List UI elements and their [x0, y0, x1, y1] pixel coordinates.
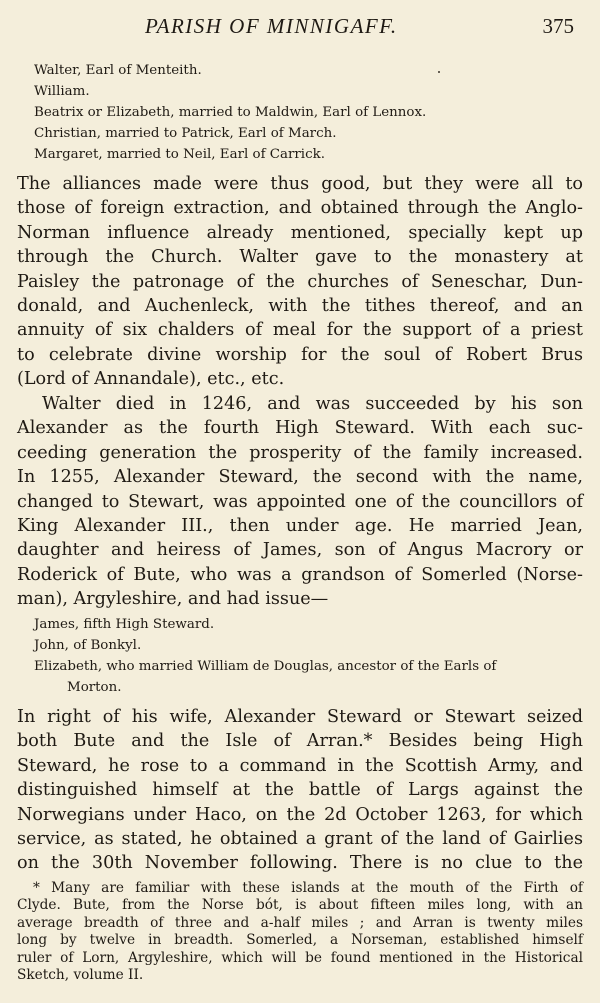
text-line: Alexander as the fourth High Steward. With each suc- [17, 418, 583, 439]
list-item: James, fifth High Steward. [34, 617, 215, 632]
text-line: ceeding generation the prosperity of the family increased. [17, 442, 583, 463]
paragraph-bute-arran [17, 705, 583, 876]
text-line: both Bute and the Isle of Arran.* Besides being High [17, 731, 583, 752]
footnote-line: * Many are familiar with these islands at the mouth of the Firth of [33, 880, 583, 896]
text-line: through the Church. Walter gave to the monastery at [17, 247, 583, 268]
text-line: service, as stated, he obtained a grant of the land of Gairlies [17, 829, 583, 850]
footnote [17, 880, 583, 984]
running-title: PARISH OF MINNIGAFF. [145, 14, 398, 38]
text-line: In right of his wife, Alexander Steward or Stewart seized [17, 707, 583, 727]
list-item-continuation: Morton. [67, 680, 122, 695]
paragraph-alliances [17, 172, 583, 392]
list-item: Walter, Earl of Menteith. [34, 63, 202, 78]
children-list-alexander [34, 614, 496, 698]
paragraph-walter-died [17, 392, 583, 612]
text-line: Walter died in 1246, and was succeeded by his son [42, 394, 583, 414]
text-line: donald, and Auchenleck, with the tithes thereof, and an [17, 296, 583, 317]
text-line: those of foreign extraction, and obtained through the Anglo- [17, 198, 583, 219]
list-item: Beatrix or Elizabeth, married to Maldwin, Earl of Lennox. [34, 105, 427, 120]
text-line: man), Argyleshire, and had issue— [17, 589, 329, 610]
text-line: Steward, he rose to a command in the Scottish Army, and [17, 755, 583, 776]
footnote-line: Sketch, volume II. [17, 967, 144, 984]
text-line: Norwegians under Haco, on the 2d October 1263, for which [17, 804, 583, 825]
footnote-line: long by twelve in breadth. Somerled, a Norseman, established himself [17, 932, 583, 949]
children-list-walter [34, 60, 426, 165]
text-line: daughter and heiress of James, son of Angus Macrory or [17, 540, 583, 561]
footnote-line: ruler of Lorn, Argyleshire, which will be found mentioned in the Historical [17, 949, 583, 966]
list-item: Christian, married to Patrick, Earl of March. [34, 126, 337, 141]
ink-speck [438, 71, 440, 73]
text-line: on the 30th November following. There is no clue to the [17, 853, 583, 874]
text-line: The alliances made were thus good, but they were all to [17, 174, 583, 194]
text-line: changed to Stewart, was appointed one of the councillors of [17, 491, 583, 512]
text-line: to celebrate divine worship for the soul of Robert Brus [17, 344, 583, 365]
text-line: annuity of six chalders of meal for the support of a priest [17, 320, 583, 341]
text-line: Paisley the patronage of the churches of Seneschar, Dun- [17, 271, 583, 292]
text-line: In 1255, Alexander Steward, the second with the name, [17, 467, 583, 488]
text-line: King Alexander III., then under age. He married Jean, [17, 516, 583, 537]
page-number: 375 [542, 14, 574, 38]
text-line: Norman influence already mentioned, specially kept up [17, 222, 583, 243]
footnote-line: Clyde. Bute, from the Norse bót, is about fifteen miles long, with an [17, 897, 583, 914]
list-item: Margaret, married to Neil, Earl of Carrick. [34, 147, 325, 162]
text-line: distinguished himself at the battle of Largs against the [17, 780, 583, 801]
text-line: Roderick of Bute, who was a grandson of Somerled (Norse- [17, 564, 583, 585]
text-line: (Lord of Annandale), etc., etc. [17, 369, 285, 390]
footnote-line: average breadth of three and a-half miles ; and Arran is twenty miles [17, 914, 583, 931]
list-item: William. [34, 84, 90, 99]
page-header [0, 14, 600, 44]
list-item: John, of Bonkyl. [34, 638, 142, 653]
list-item: Elizabeth, who married William de Douglas, ancestor of the Earls of [34, 659, 497, 674]
